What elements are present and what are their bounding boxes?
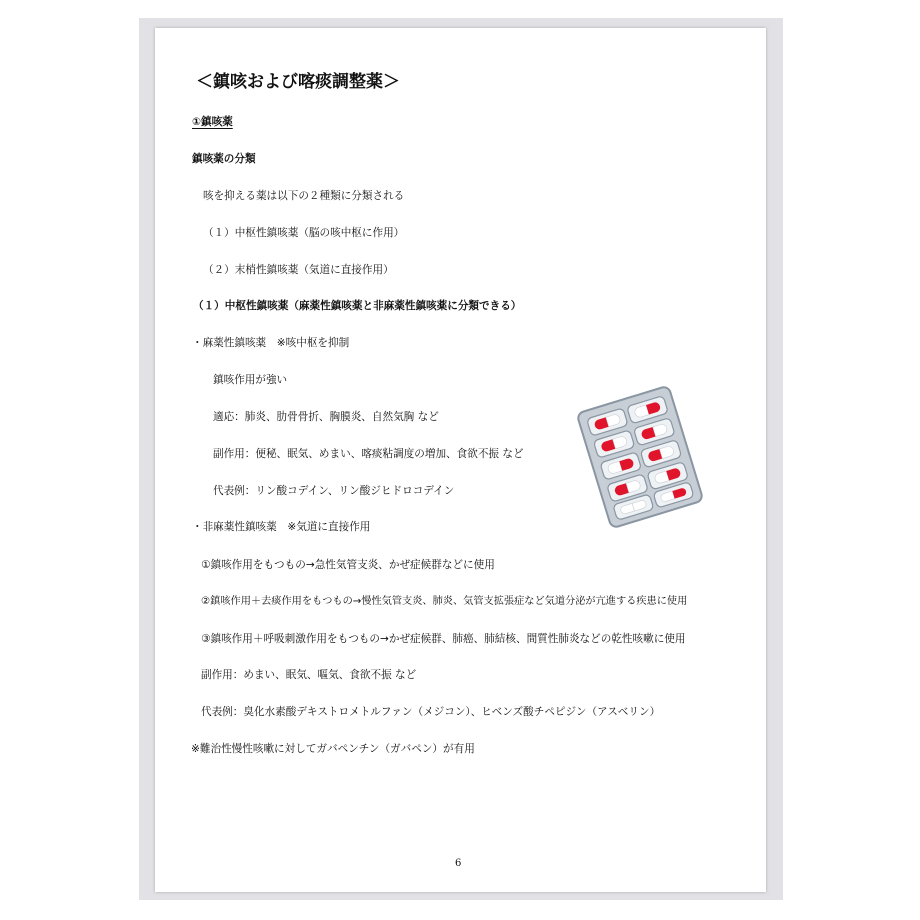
gabapentin-note: ※難治性慢性咳嗽に対してガバペンチン（ガバペン）が有用 (191, 743, 475, 755)
narcotic-side-effects: 副作用：便秘、眠気、めまい、喀痰粘調度の増加、食欲不振 など (213, 448, 524, 460)
class-1-text: （１）中枢性鎮咳薬（脳の咳中枢に作用） (203, 227, 405, 239)
central-heading: （１）中枢性鎮咳薬（麻薬性鎮咳薬と非麻薬性鎮咳薬に分類できる） (193, 300, 522, 312)
non-narcotic-examples: 代表例：臭化水素酸デキストロメトルファン（メジコン）、ヒベンズ酸チペピジン（アスベリン） (201, 706, 661, 718)
non-narcotic-item-3: ③鎮咳作用＋呼吸刺激作用をもつもの→かぜ症候群、肺癌、肺結核、間質性肺炎などの乾性咳嗽に使用 (201, 633, 686, 645)
section-heading: ①鎮咳薬 (192, 116, 233, 128)
class-2-text: （２）末梢性鎮咳薬（気道に直接作用） (203, 264, 394, 276)
classification-heading: 鎮咳薬の分類 (192, 153, 256, 165)
non-narcotic-item-1: ①鎮咳作用をもつもの→急性気管支炎、かぜ症候群などに使用 (201, 559, 495, 571)
page-number: 6 (455, 858, 462, 869)
intro-text: 咳を抑える薬は以下の２種類に分類される (203, 190, 405, 202)
page-title: ＜鎮咳および喀痰調整薬＞ (196, 72, 400, 92)
narcotic-examples: 代表例：リン酸コデイン、リン酸ジヒドロコデイン (213, 485, 455, 497)
narcotic-indications: 適応：肺炎、肋骨骨折、胸膜炎、自然気胸 など (213, 411, 439, 423)
narcotic-heading: ・麻薬性鎮咳薬 ※咳中枢を抑制 (192, 337, 350, 349)
blister-pack-illustration (570, 386, 710, 528)
non-narcotic-side-effects: 副作用：めまい、眠気、嘔気、食欲不振 など (201, 669, 417, 681)
non-narcotic-heading: ・非麻薬性鎮咳薬 ※気道に直接作用 (192, 521, 371, 533)
non-narcotic-item-2: ②鎮咳作用＋去痰作用をもつもの→慢性気管支炎、肺炎、気管支拡張症など気道分泌が亢進する疾患に使用 (201, 596, 688, 607)
narcotic-strength: 鎮咳作用が強い (213, 374, 288, 386)
